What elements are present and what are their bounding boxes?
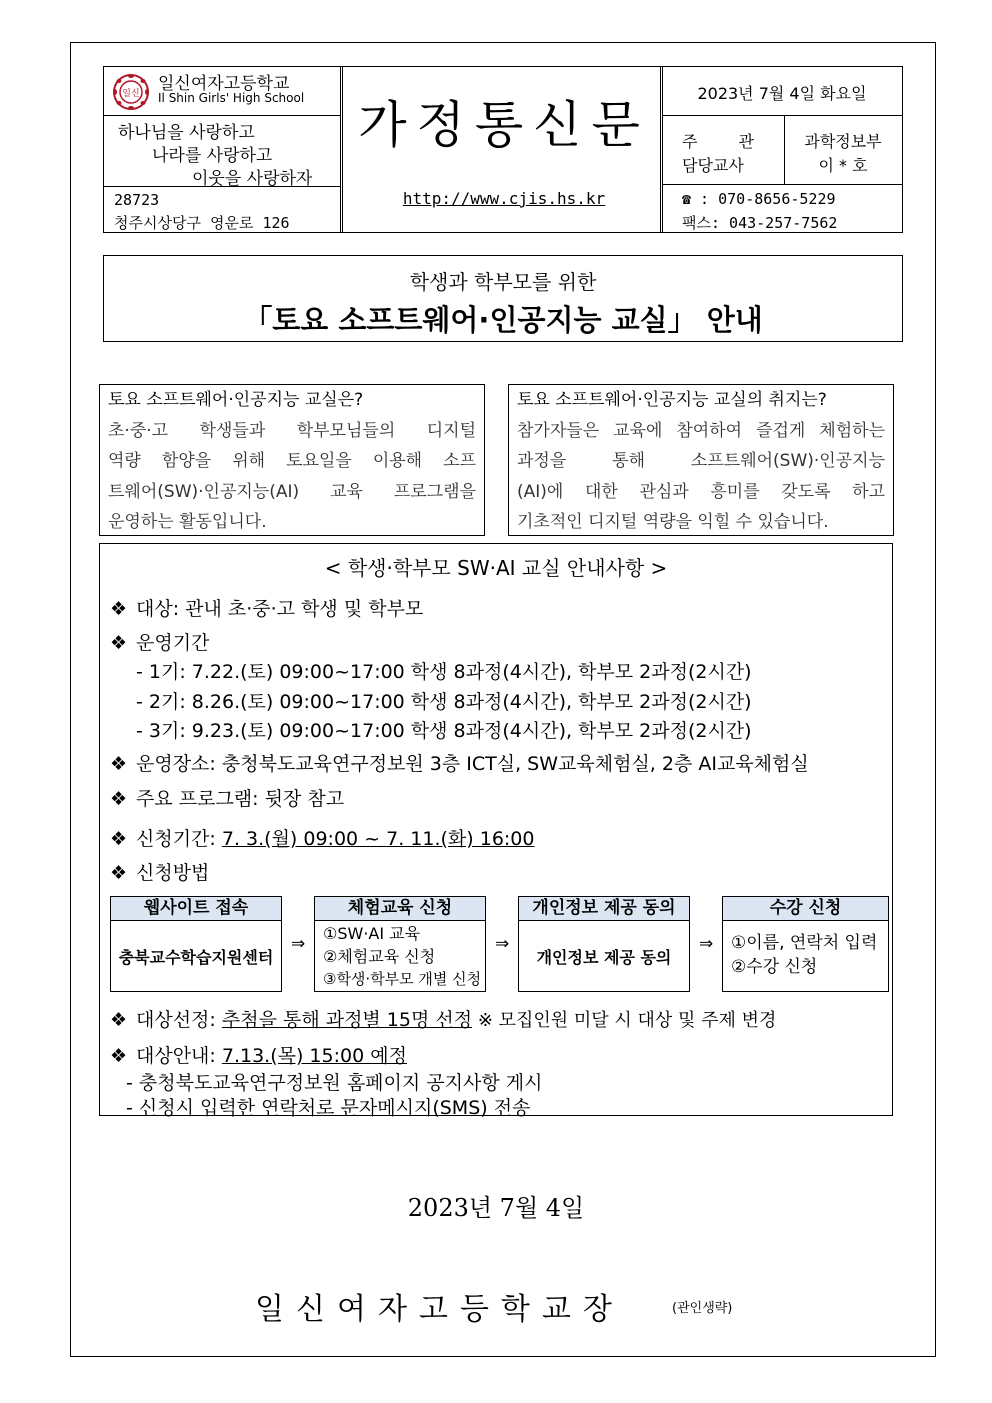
- guide-item-apply-method: ❖ 신청방법: [110, 862, 210, 884]
- footer-date: 2023년 7월 4일: [407, 1194, 585, 1222]
- school-url[interactable]: http://www.cjis.hs.kr: [402, 189, 606, 208]
- step-register: [722, 896, 889, 992]
- teacher-name: 이 * 호: [818, 156, 868, 175]
- issue-date: 2023년 7월 4일 화요일: [697, 84, 867, 103]
- guide-box: [99, 543, 893, 1119]
- info-line: 초·중·고 학생들과 학부모님들의 디지털: [108, 420, 476, 441]
- phone-line: ☎ : 070-8656-5229: [682, 190, 836, 208]
- teacher-label: 담당교사: [682, 156, 744, 175]
- owner-label: 주 관: [682, 132, 772, 151]
- info-line: 운영하는 활동입니다.: [108, 512, 267, 532]
- guide-item-period: ❖ 운영기간: [110, 632, 210, 654]
- notice-title-box: [103, 255, 903, 342]
- step-body: ①SW·AI 교육 ②체험교육 신청 ③학생·학부모 개별 신청: [323, 924, 482, 988]
- notice-subtitle: 학생과 학부모를 위한: [409, 270, 597, 294]
- step-body: ①이름, 연락처 입력 ②수강 신청: [731, 933, 878, 977]
- info-box-what: [99, 384, 485, 536]
- guide-item-program: ❖ 주요 프로그램: 뒷장 참고: [110, 788, 345, 810]
- announce-line: - 신청시 입력한 연락처로 문자메시지(SMS) 전송: [126, 1097, 531, 1119]
- apply-period-value: 7. 3.(월) 09:00 ~ 7. 11.(화) 16:00: [221, 828, 535, 850]
- divider: [662, 184, 902, 185]
- info-line: 트웨어(SW)·인공지능(AI) 교육 프로그램을: [108, 481, 476, 502]
- divider: [342, 67, 343, 232]
- period-line: - 2기: 8.26.(토) 09:00~17:00 학생 8과정(4시간), 학부모 2과정(2시간): [136, 691, 752, 713]
- step-head: 웹사이트 접속: [111, 897, 281, 921]
- guide-item-apply-period: ❖ 신청기간: 7. 3.(월) 09:00 ~ 7. 11.(화) 16:00: [110, 828, 535, 850]
- divider: [104, 115, 340, 116]
- announce-value: 7.13.(목) 15:00 예정: [221, 1045, 407, 1067]
- notice-title: 「토요 소프트웨어·인공지능 교실」 안내: [243, 303, 763, 337]
- doc-title: 가정통신문: [358, 96, 650, 154]
- period-line: - 1기: 7.22.(토) 09:00~17:00 학생 8과정(4시간), 학부모 2과정(2시간): [136, 661, 752, 683]
- divider: [662, 115, 902, 116]
- selection-value: 추첨을 통해 과정별 15명 선정: [221, 1009, 473, 1031]
- address: 청주시상당구 영운로 126: [114, 214, 290, 232]
- motto-line: 이웃을 사랑하자: [192, 169, 313, 189]
- step-consent: [518, 896, 690, 992]
- arrow-icon: ⇒: [291, 934, 306, 954]
- school-name-ko: 일신여자고등학교: [158, 74, 290, 94]
- info-line: 역량 함양을 위해 토요일을 이용해 소프: [108, 451, 476, 471]
- motto-line: 하나님을 사랑하고: [118, 123, 255, 143]
- bullet-icon: ❖: [110, 1009, 128, 1031]
- owner-dept: 과학정보부: [804, 132, 882, 151]
- header-table: [103, 66, 903, 233]
- bullet-icon: ❖: [110, 753, 128, 775]
- guide-item-announce: ❖ 대상안내: 7.13.(목) 15:00 예정: [110, 1045, 407, 1067]
- guide-item-selection: ❖ 대상선정: 추첨을 통해 과정별 15명 선정 ※ 모집인원 미달 시 대상 및 주제 변경: [110, 1009, 777, 1031]
- bullet-icon: ❖: [110, 1045, 128, 1067]
- phone-icon: ☎: [682, 190, 692, 208]
- bullet-icon: ❖: [110, 788, 128, 810]
- arrow-icon: ⇒: [495, 934, 510, 954]
- bullet-icon: ❖: [110, 632, 128, 654]
- arrow-icon: ⇒: [699, 934, 714, 954]
- bullet-icon: ❖: [110, 598, 128, 620]
- postal-code: 28723: [114, 191, 160, 209]
- divider: [340, 67, 341, 232]
- principal-signature: 일신여자고등학교장: [255, 1292, 624, 1327]
- info-heading: 토요 소프트웨어·인공지능 교실의 취지는?: [517, 390, 827, 410]
- svg-text:일신: 일신: [122, 89, 140, 99]
- guide-title: < 학생·학부모 SW·AI 교실 안내사항 >: [324, 556, 668, 580]
- school-logo: [110, 72, 152, 112]
- step-body: 충북교수학습지원센터: [118, 947, 274, 967]
- school-name-en: Il Shin Girls' High School: [158, 91, 305, 105]
- fax-line: 팩스: 043-257-7562: [682, 214, 838, 232]
- motto-line: 나라를 사랑하고: [152, 146, 273, 166]
- step-website: [110, 896, 282, 992]
- info-line: (AI)에 대한 관심과 흥미를 갖도록 하고: [517, 481, 885, 502]
- info-box-purpose: [508, 384, 894, 536]
- guide-item-place: ❖ 운영장소: 충청북도교육연구정보원 3층 ICT실, SW교육체험실, 2층 AI교육체험실: [110, 753, 809, 775]
- step-head: 수강 신청: [723, 897, 888, 921]
- info-line: 기초적인 디지털 역량을 익힐 수 있습니다.: [517, 512, 829, 532]
- period-line: - 3기: 9.23.(토) 09:00~17:00 학생 8과정(4시간), 학부모 2과정(2시간): [136, 720, 752, 742]
- step-head: 개인정보 제공 동의: [519, 897, 689, 921]
- selection-note: ※ 모집인원 미달 시 대상 및 주제 변경: [472, 1010, 777, 1031]
- info-line: 참가자들은 교육에 참여하여 즐겁게 체험하는: [517, 420, 885, 441]
- step-apply: [314, 896, 486, 992]
- bullet-icon: ❖: [110, 862, 128, 884]
- step-body: 개인정보 제공 동의: [536, 947, 672, 967]
- announce-line: - 충청북도교육연구정보원 홈페이지 공지사항 게시: [126, 1072, 543, 1094]
- step-head: 체험교육 신청: [315, 897, 485, 921]
- bullet-icon: ❖: [110, 828, 128, 850]
- info-line: 과정을 통해 소프트웨어(SW)·인공지능: [517, 451, 885, 471]
- seal-note: (관인생략): [672, 1301, 733, 1316]
- guide-item-target: ❖ 대상: 관내 초·중·고 학생 및 학부모: [110, 598, 424, 620]
- info-heading: 토요 소프트웨어·인공지능 교실은?: [108, 390, 364, 410]
